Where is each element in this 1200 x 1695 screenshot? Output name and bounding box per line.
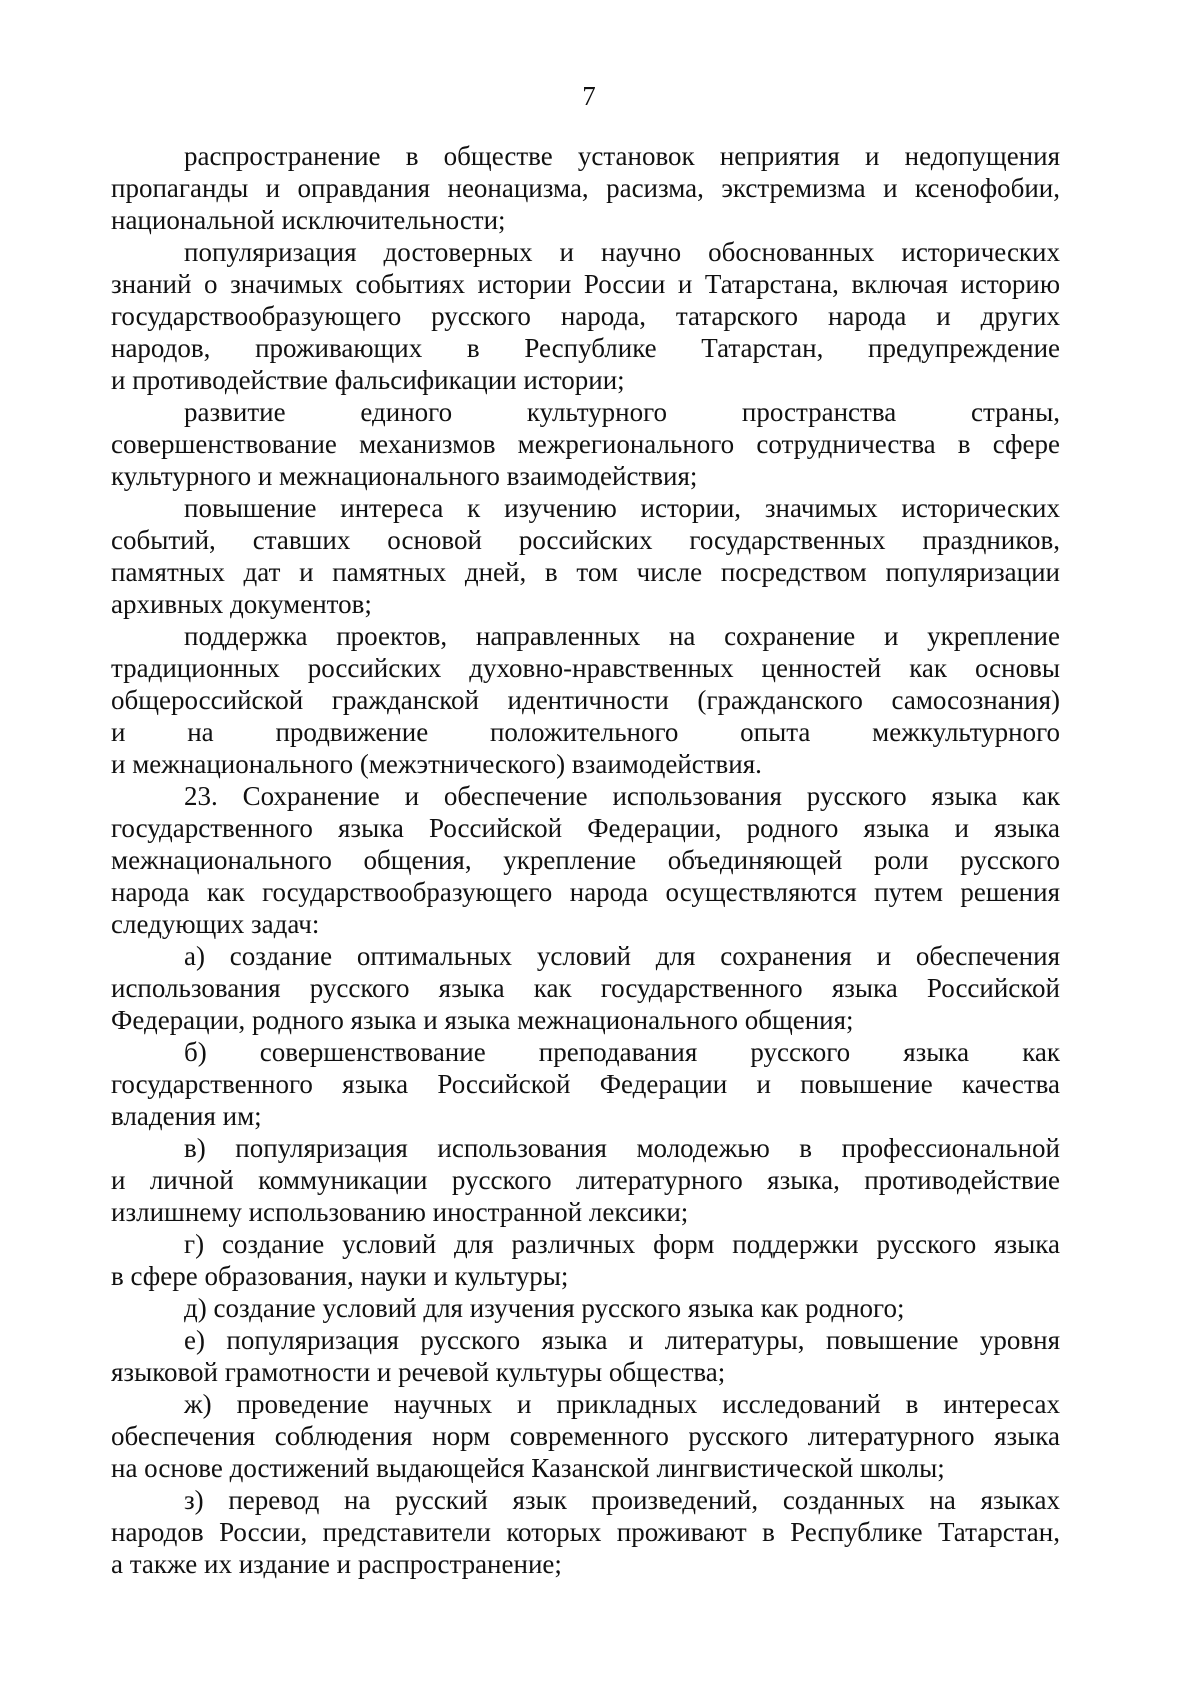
text-line: межнационального общения, укрепление объединяющей роли русского xyxy=(111,845,1060,875)
text-line: государственного языка Российской Федерации, родного языка и языка xyxy=(111,813,1060,843)
paragraph xyxy=(111,396,1060,492)
text-line: народов, проживающих в Республике Татарстан, предупреждение xyxy=(111,333,1060,363)
text-line: популяризация достоверных и научно обоснованных исторических xyxy=(184,237,1060,267)
text-line: в сфере образования, науки и культуры; xyxy=(111,1261,569,1291)
text-line: и противодействие фальсификации истории; xyxy=(111,365,625,395)
text-line: е) популяризация русского языка и литературы, повышение уровня xyxy=(184,1325,1060,1355)
paragraph xyxy=(111,1324,1060,1388)
document-body xyxy=(111,140,1060,1580)
text-line: знаний о значимых событиях истории России и Татарстана, включая историю xyxy=(111,269,1060,299)
paragraph xyxy=(111,1036,1060,1132)
text-line: з) перевод на русский язык произведений, созданных на языках xyxy=(184,1485,1060,1515)
paragraph xyxy=(111,940,1060,1036)
text-line: языковой грамотности и речевой культуры общества; xyxy=(111,1357,726,1387)
text-line: следующих задач: xyxy=(111,909,320,939)
text-line: 23. Сохранение и обеспечение использования русского языка как xyxy=(184,781,1060,811)
text-line: Федерации, родного языка и языка межнационального общения; xyxy=(111,1005,854,1035)
paragraph xyxy=(111,620,1060,780)
paragraph xyxy=(111,1228,1060,1292)
paragraph xyxy=(111,236,1060,396)
paragraph xyxy=(111,1132,1060,1228)
text-line: излишнему использованию иностранной лексики; xyxy=(111,1197,689,1227)
text-line: государствообразующего русского народа, татарского народа и других xyxy=(111,301,1060,331)
text-line: и на продвижение положительного опыта межкультурного xyxy=(111,717,1060,747)
text-line: государственного языка Российской Федерации и повышение качества xyxy=(111,1069,1060,1099)
text-line: б) совершенствование преподавания русского языка как xyxy=(184,1037,1060,1067)
text-line: общероссийской гражданской идентичности (гражданского самосознания) xyxy=(111,685,1060,715)
text-line: национальной исключительности; xyxy=(111,205,506,235)
text-line: использования русского языка как государственного языка Российской xyxy=(111,973,1060,1003)
text-line: и межнационального (межэтнического) взаимодействия. xyxy=(111,749,762,779)
paragraph xyxy=(111,140,1060,236)
text-line: д) создание условий для изучения русского языка как родного; xyxy=(184,1293,905,1323)
text-line: развитие единого культурного пространства страны, xyxy=(184,397,1060,427)
text-line: на основе достижений выдающейся Казанской лингвистической школы; xyxy=(111,1453,945,1483)
paragraph xyxy=(111,1388,1060,1484)
text-line: памятных дат и памятных дней, в том числе посредством популяризации xyxy=(111,557,1060,587)
text-line: совершенствование механизмов межрегионального сотрудничества в сфере xyxy=(111,429,1060,459)
text-line: ж) проведение научных и прикладных исследований в интересах xyxy=(184,1389,1060,1419)
paragraph xyxy=(111,1484,1060,1580)
page-number: 7 xyxy=(582,81,596,111)
text-line: культурного и межнационального взаимодействия; xyxy=(111,461,698,491)
text-line: владения им; xyxy=(111,1101,262,1131)
text-line: традиционных российских духовно-нравственных ценностей как основы xyxy=(111,653,1060,683)
text-line: а) создание оптимальных условий для сохранения и обеспечения xyxy=(184,941,1060,971)
paragraph xyxy=(111,492,1060,620)
text-line: обеспечения соблюдения норм современного русского литературного языка xyxy=(111,1421,1060,1451)
text-line: г) создание условий для различных форм поддержки русского языка xyxy=(184,1229,1060,1259)
text-line: распространение в обществе установок неприятия и недопущения xyxy=(184,141,1060,171)
text-line: народов России, представители которых проживают в Республике Татарстан, xyxy=(111,1517,1060,1547)
text-line: повышение интереса к изучению истории, значимых исторических xyxy=(184,493,1060,523)
text-line: архивных документов; xyxy=(111,589,372,619)
text-line: народа как государствообразующего народа осуществляются путем решения xyxy=(111,877,1060,907)
text-line: пропаганды и оправдания неонацизма, расизма, экстремизма и ксенофобии, xyxy=(111,173,1060,203)
paragraph xyxy=(111,1292,1060,1324)
paragraph xyxy=(111,780,1060,940)
text-line: событий, ставших основой российских государственных праздников, xyxy=(111,525,1060,555)
text-line: поддержка проектов, направленных на сохранение и укрепление xyxy=(184,621,1060,651)
text-line: а также их издание и распространение; xyxy=(111,1549,562,1579)
text-line: в) популяризация использования молодежью в профессиональной xyxy=(184,1133,1060,1163)
text-line: и личной коммуникации русского литературного языка, противодействие xyxy=(111,1165,1060,1195)
